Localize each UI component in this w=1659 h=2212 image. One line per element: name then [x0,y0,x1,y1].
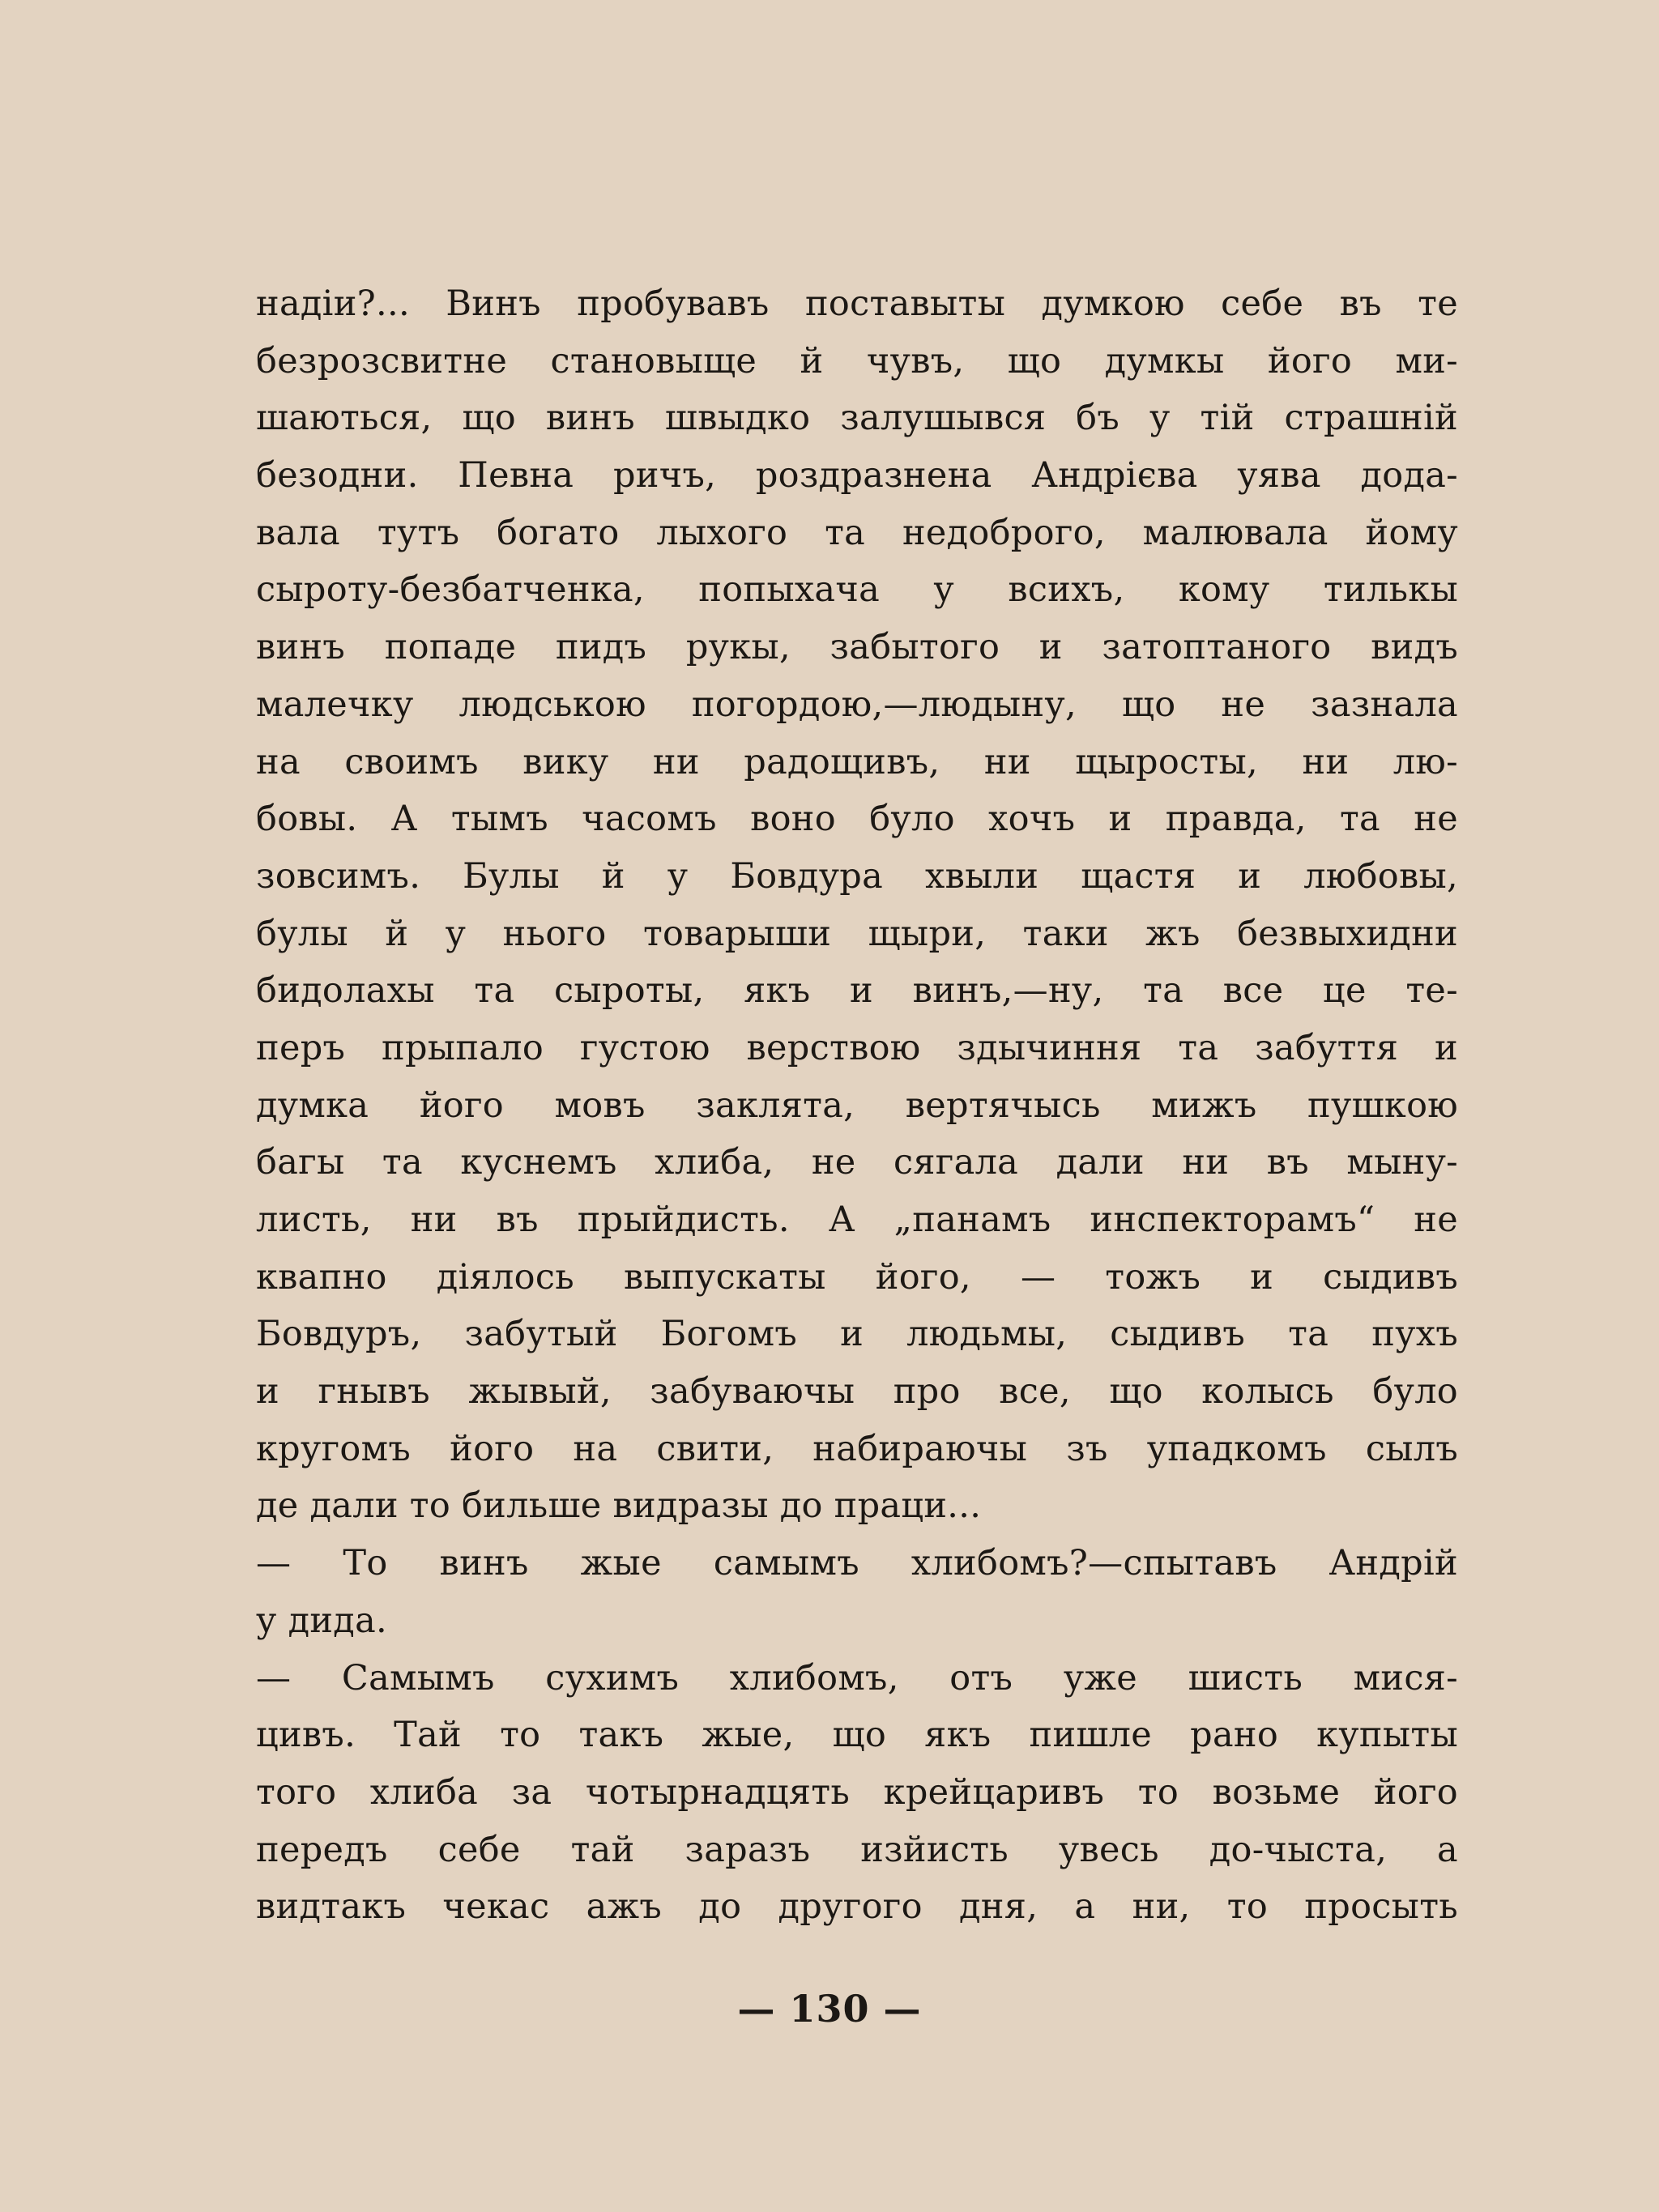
paragraph-last-line: у дида. [256,1600,387,1641]
text-line: зовсимъ. Булы й у Бовдура хвыли щастя и любовы, [256,855,1458,897]
text-line: вала тутъ богато лыхого та недоброго, малювала йому [256,512,1458,553]
paragraph-last-line: де дали то бильше видразы до праци... [256,1485,982,1527]
text-line: видтакъ чекас ажъ до другого дня, а ни, то просыть [256,1886,1458,1928]
text-line: безодни. Певна ричъ, роздразнена Андрієва уява дода- [256,455,1458,497]
text-line: думка його мовъ заклята, вертячысь мижъ пушкою [256,1085,1458,1126]
text-line: передъ себе тай заразъ изйисть увесь до-чыста, а [256,1829,1458,1870]
page-body-text [256,275,1458,1936]
text-line: малечку людською погордою,—людыну, що не зазнала [256,684,1458,725]
text-line: безрозсвитне становыще й чувъ, що думкы його ми- [256,340,1458,381]
text-line: перъ прыпало густою верствою здычиння та забуття и [256,1027,1458,1068]
text-line: на своимъ вику ни радощивъ, ни щыросты, ни лю- [256,741,1458,782]
text-line: надіи?... Винъ пробувавъ поставыты думкою себе въ те [256,283,1458,324]
text-line: цивъ. Тай то такъ жые, що якъ пишле рано купыты [256,1715,1458,1756]
text-line: листь, ни въ прыйдисть. А „панамъ инспекторамъ“ не [256,1200,1458,1240]
text-line: булы й у нього товарыши щыри, таки жъ безвыхидни [256,913,1458,954]
text-line: бидолахы та сыроты, якъ и винъ,—ну, та все це те- [256,970,1458,1012]
text-line: кругомъ його на свити, набираючы зъ упадкомъ сылъ [256,1428,1458,1469]
text-line: винъ попаде пидъ рукы, забытого и затоптаного видъ [256,627,1458,668]
dialogue-line: — Самымъ сухимъ хлибомъ, отъ уже шисть мися- [256,1657,1458,1698]
text-line: сыроту-безбатченка, попыхача у всихъ, кому тилькы [256,569,1458,611]
page-number: — 130 — [737,1987,922,2031]
dialogue-line: — То винъ жые самымъ хлибомъ?—спытавъ Андрій [256,1543,1458,1584]
text-line: квапно діялось выпускаты його, — тожъ и сыдивъ [256,1256,1458,1298]
text-line: Бовдуръ, забутый Богомъ и людьмы, сыдивъ та пухъ [256,1314,1458,1355]
text-line: бовы. А тымъ часомъ воно було хочъ и правда, та не [256,799,1458,840]
text-line: шаються, що винъ швыдко залушывся бъ у тій страшній [256,398,1458,439]
text-line: и гнывъ жывый, забуваючы про все, що колысь було [256,1371,1458,1413]
text-line: того хлиба за чотырнадцять крейцаривъ то возьме його [256,1771,1458,1813]
text-line: багы та куснемъ хлиба, не сягала дали ни въ мыну- [256,1142,1458,1183]
